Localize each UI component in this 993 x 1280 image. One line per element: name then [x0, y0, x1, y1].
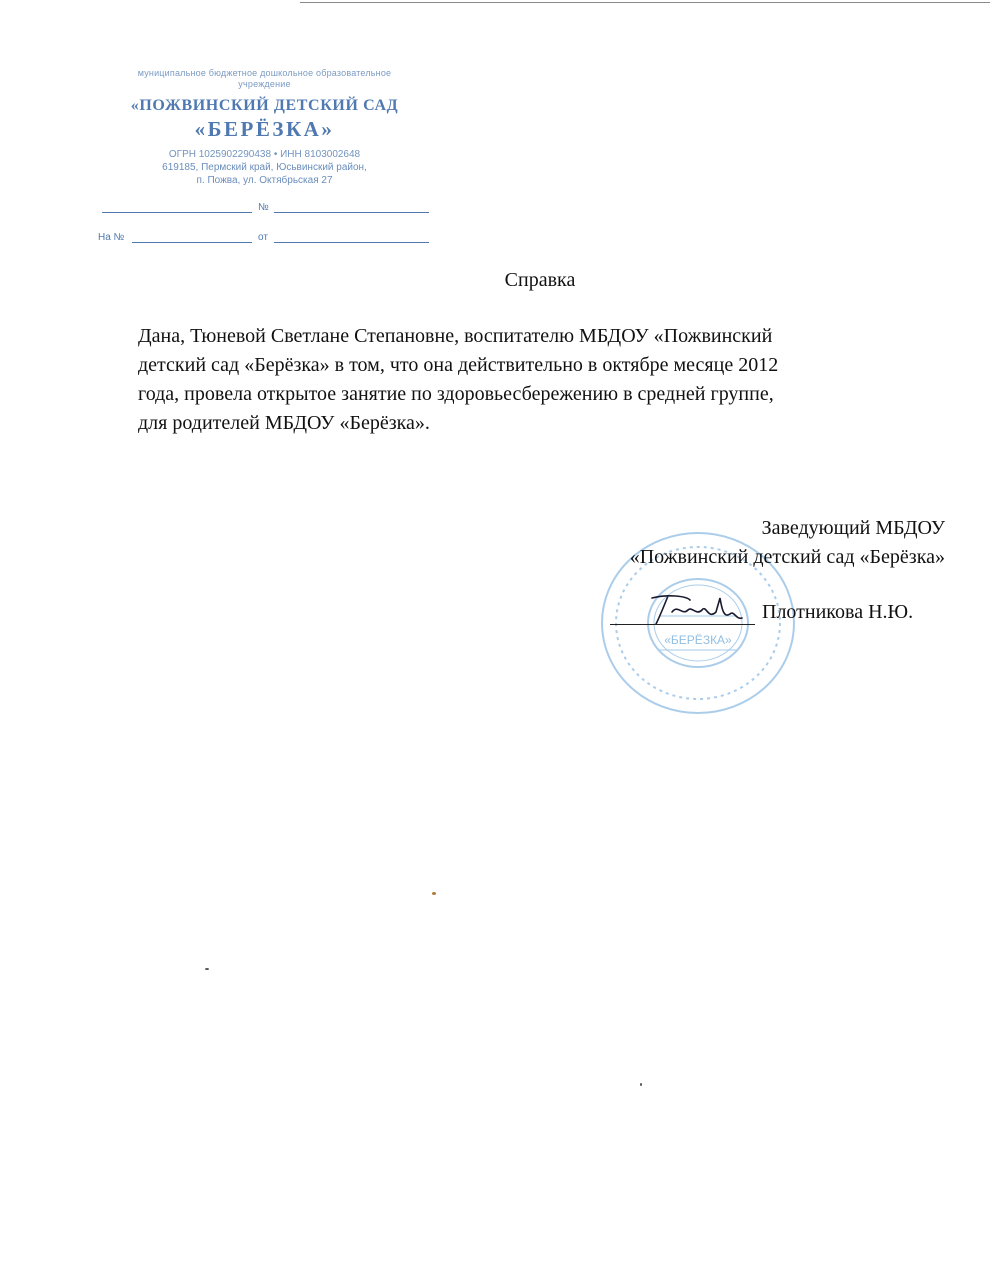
scan-speck [205, 968, 209, 970]
letterhead-header-line-1: муниципальное бюджетное дошкольное образовательное [137, 68, 392, 78]
document-body [138, 322, 928, 438]
body-line: для родителей МБДОУ «Берёзка». [138, 412, 430, 434]
body-line: детский сад «Берёзка» в том, что она действительно в октябре месяце 2012 [138, 354, 779, 376]
letterhead-ref-label: На № [98, 232, 125, 243]
letterhead-from-label: от [258, 232, 268, 243]
signer-position-line-2: «Пожвинский детский сад «Берёзка» [629, 546, 945, 568]
signer-position-line-1: Заведующий МБДОУ [761, 517, 945, 539]
scan-speck [640, 1083, 642, 1086]
seal-center-text: «БЕРЁЗКА» [664, 633, 732, 647]
letterhead-address-1: 619185, Пермский край, Юсьвинский район, [162, 162, 367, 173]
letterhead-number-row [92, 202, 437, 216]
body-line: года, провела открытое занятие по здоровьесбережению в средней группе, [138, 383, 774, 405]
signer-name: Плотникова Н.Ю. [762, 601, 914, 623]
scan-speck [432, 892, 436, 895]
signature-row [610, 596, 950, 630]
letterhead-ref-blank [132, 242, 252, 243]
letterhead-date-blank [102, 212, 252, 213]
top-scan-rule [300, 2, 990, 3]
letterhead-address-2: п. Пожва, ул. Октябрьская 27 [196, 175, 333, 186]
letterhead-from-blank [274, 242, 429, 243]
letterhead-number-blank [274, 212, 429, 213]
body-line: Дана, Тюневой Светлане Степановне, воспитателю МБДОУ «Пожвинский [138, 325, 773, 347]
signature-position [525, 514, 945, 572]
letterhead-stamp [92, 68, 437, 243]
letterhead-org-name: «БЕРЁЗКА» [194, 117, 335, 141]
letterhead-ref-row [92, 232, 437, 246]
letterhead-registration: ОГРН 1025902290438 • ИНН 8103002648 [168, 149, 361, 160]
letterhead-number-label: № [258, 202, 269, 213]
letterhead-org-line: «ПОЖВИНСКИЙ ДЕТСКИЙ САД [130, 97, 399, 114]
signature-line [610, 624, 755, 625]
letterhead-header-line-2: учреждение [238, 79, 291, 89]
document-title: Справка [504, 269, 576, 291]
